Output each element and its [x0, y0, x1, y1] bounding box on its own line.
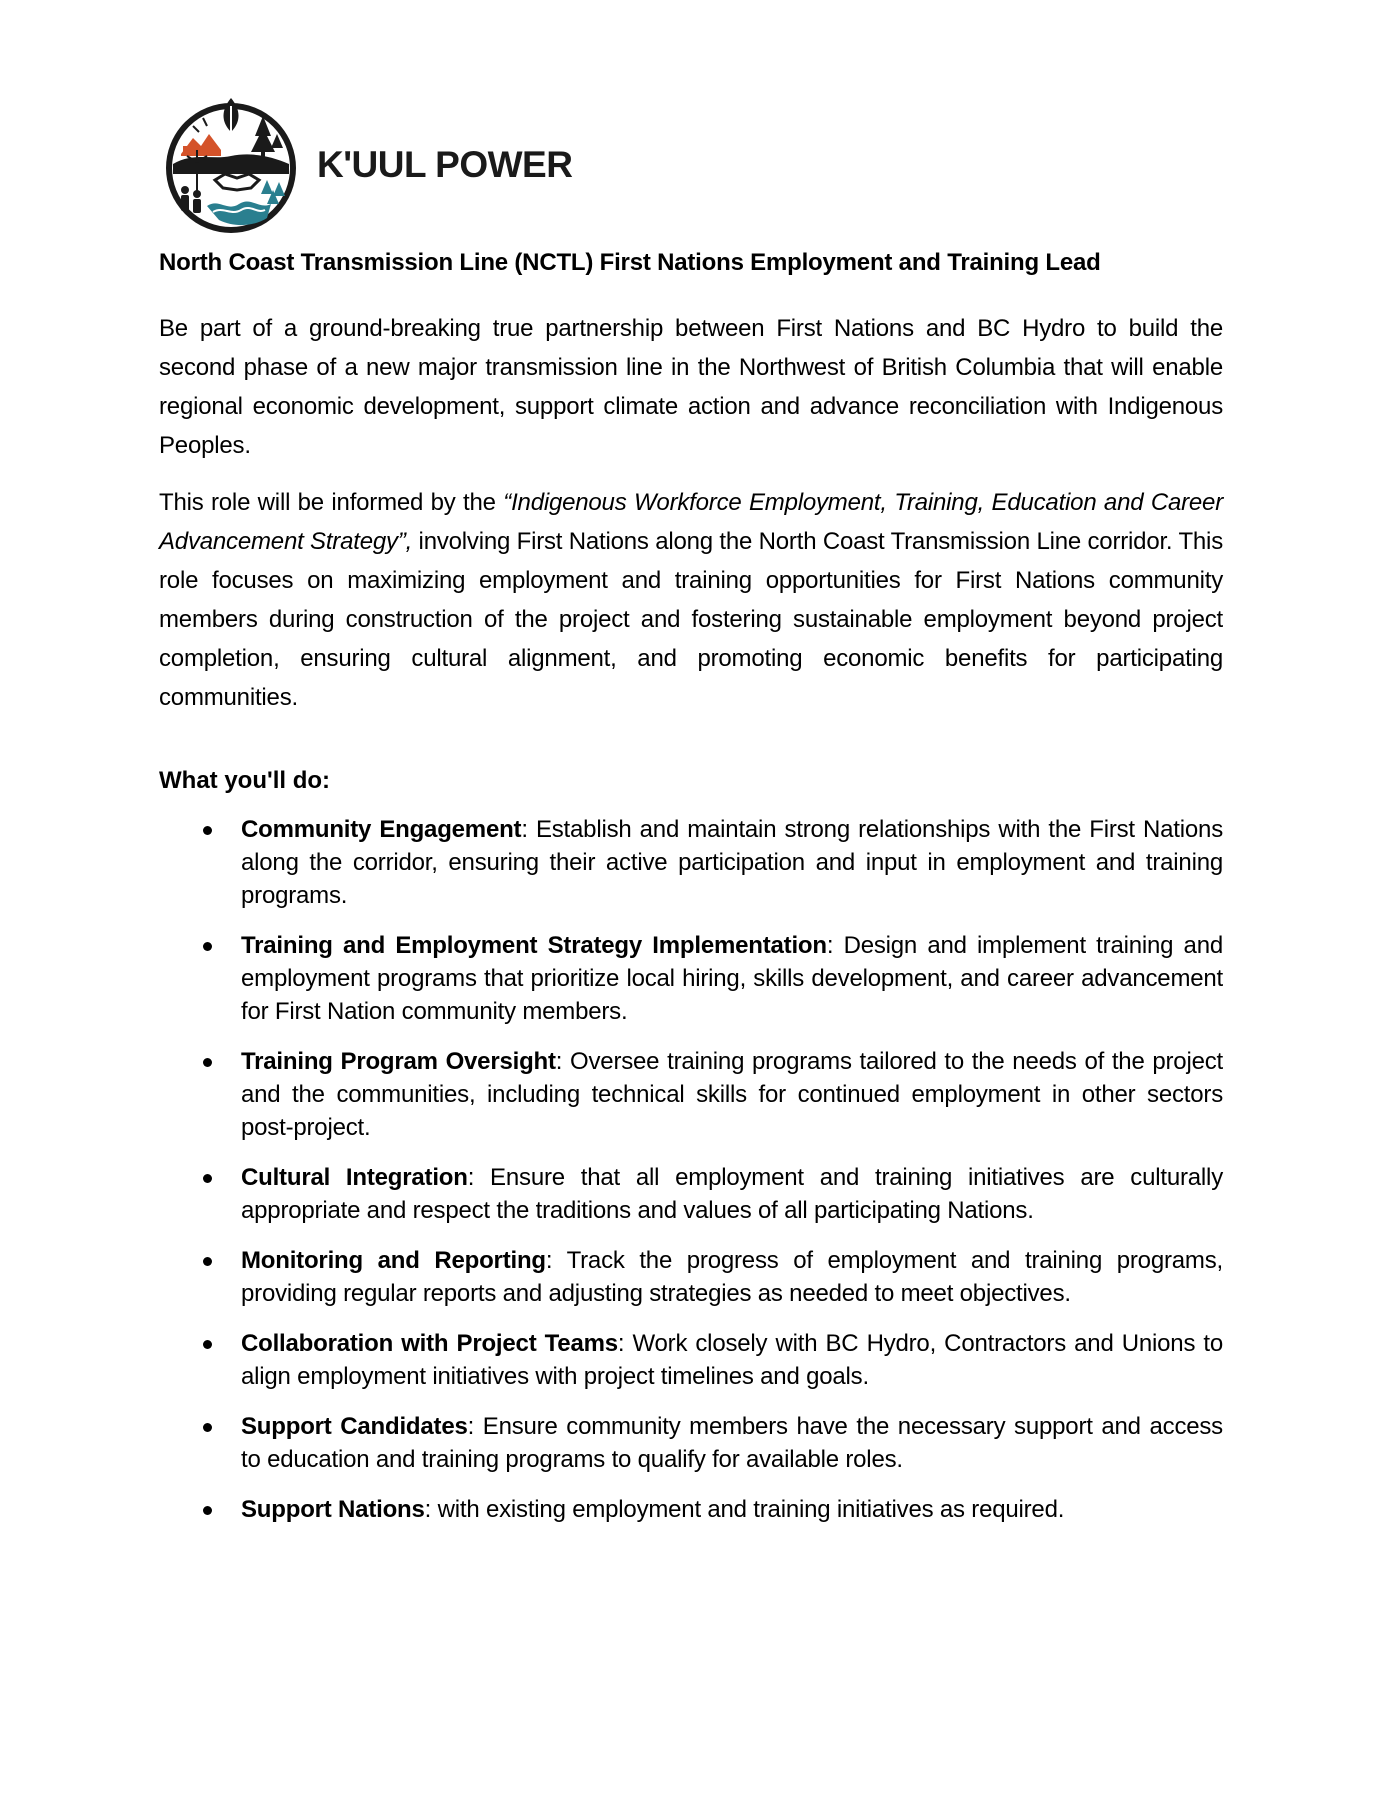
duty-title: Collaboration with Project Teams [241, 1330, 618, 1357]
duty-item [159, 1161, 1223, 1227]
duty-text: : Ensure community members have the necessary support and access to education and training programs to qualify for available roles. [241, 1413, 1223, 1473]
duty-text: : Oversee training programs tailored to the needs of the project and the communities, including technical skills for continued employment in other sectors post-project. [241, 1048, 1223, 1141]
duty-item [159, 1327, 1223, 1393]
duty-text: : Ensure that all employment and training initiatives are culturally appropriate and respect the traditions and values of all participating Nations. [241, 1164, 1223, 1224]
duty-item [159, 1410, 1223, 1476]
duty-text: : Design and implement training and employment programs that prioritize local hiring, skills development, and career advancement for First Nation community members. [241, 932, 1223, 1025]
duty-title: Monitoring and Reporting [241, 1247, 546, 1274]
duty-item [159, 1493, 1223, 1526]
duty-text: : with existing employment and training initiatives as required. [424, 1496, 1065, 1523]
bullet-icon [203, 1506, 212, 1515]
duty-title: Training and Employment Strategy Implementation [241, 932, 827, 959]
role-paragraph-rest: involving First Nations along the North Coast Transmission Line corridor. This role focuses on maximizing employment and training opportunities for First Nations community members during construction of the project and fostering sustainable employment beyond project completion, ensuring cultural alignment, and promoting economic benefits for participating communities. [159, 528, 1223, 711]
bullet-icon [203, 1174, 212, 1183]
bullet-icon [203, 1423, 212, 1432]
duty-title: Cultural Integration [241, 1164, 468, 1191]
duties-heading: What you'll do: [159, 767, 331, 794]
duty-item [159, 929, 1223, 1028]
job-title: North Coast Transmission Line (NCTL) First Nations Employment and Training Lead [159, 249, 1101, 276]
document-body [159, 247, 1223, 1543]
duty-title: Training Program Oversight [241, 1048, 556, 1075]
duty-title: Community Engagement [241, 816, 522, 843]
bullet-icon [203, 1340, 212, 1349]
role-paragraph [159, 483, 1223, 717]
strategy-title: “Indigenous Workforce Employment, Training, Education and Career Advancement Strategy”, [159, 489, 1223, 555]
page-header [163, 94, 572, 234]
bullet-icon [203, 942, 212, 951]
intro-paragraph: Be part of a ground-breaking true partnership between First Nations and BC Hydro to build the second phase of a new major transmission line in the Northwest of British Columbia that will enable regional economic development, support climate action and advance reconciliation with Indigenous Peoples. [159, 315, 1223, 459]
duty-text: : Track the progress of employment and training programs, providing regular reports and adjusting strategies as needed to meet objectives. [241, 1247, 1223, 1307]
duty-title: Support Candidates [241, 1413, 468, 1440]
duty-item [159, 1045, 1223, 1144]
duty-item [159, 813, 1223, 912]
bullet-icon [203, 1257, 212, 1266]
brand-name: K'UUL POWER [317, 143, 573, 185]
duty-title: Support Nations [241, 1496, 425, 1523]
role-paragraph-lead: This role will be informed by the [159, 489, 504, 516]
bullet-icon [203, 826, 212, 835]
duty-item [159, 1244, 1223, 1310]
duty-text: : Establish and maintain strong relationships with the First Nations along the corridor, ensuring their active participation and input in employment and training programs. [241, 816, 1223, 909]
kuul-power-emblem-icon [163, 94, 299, 234]
duty-text: : Work closely with BC Hydro, Contractors and Unions to align employment initiatives with project timelines and goals. [241, 1330, 1223, 1390]
bullet-icon [203, 1058, 212, 1067]
duties-list [159, 813, 1223, 1526]
